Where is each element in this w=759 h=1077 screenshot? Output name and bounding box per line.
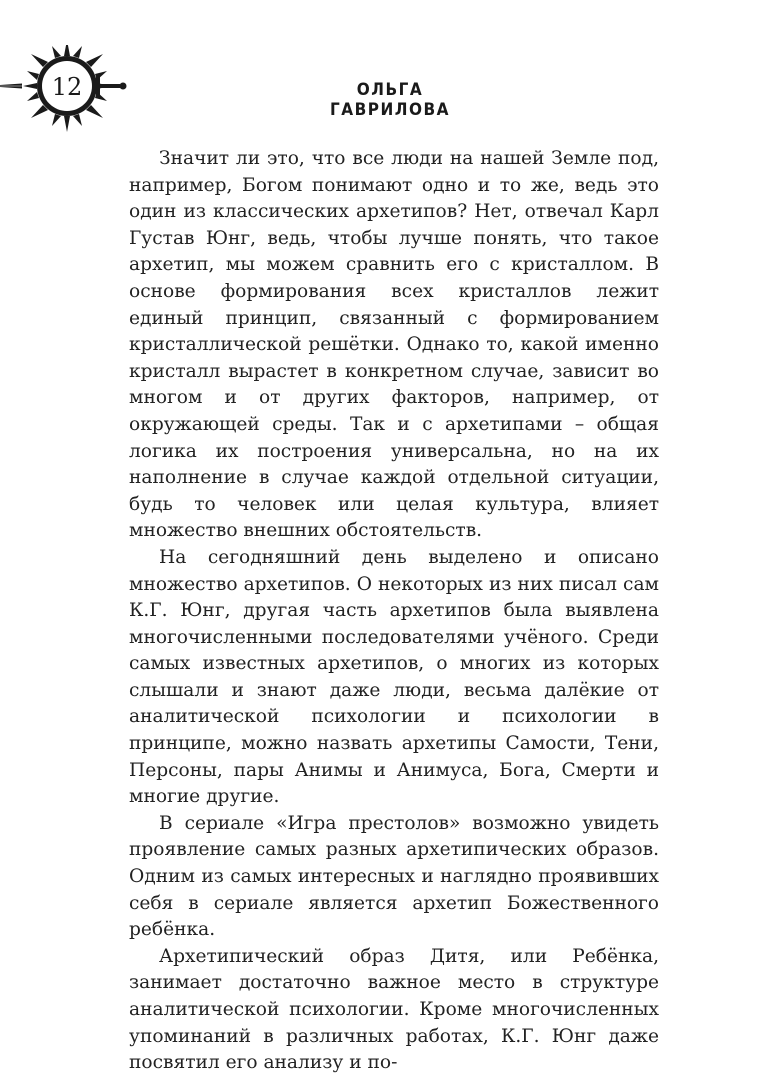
paragraph: На сегодняшний день выделено и описано множество архетипов. О некоторых из них писал сам К.Г. Юнг, другая часть архетипов была выявлена многочисленными последователями учёного. Среди самых известных архетипов, о многих из которых слышали и знают даже люди, весьма далёкие от аналитической психологии и психологии в принципе, можно назвать архетипы Самости, Тени, Персоны, пары Анимы и Анимуса, Бога, Смерти и многие другие. xyxy=(129,546,659,808)
page-number: 12 xyxy=(51,73,83,101)
paragraph: Архетипический образ Дитя, или Ребёнка, занимает достаточно важное место в структуре аналитической психологии. Кроме многочисленных упоминаний в различных работах, К.Г. Юнг даже посвятил его анализу и по- xyxy=(129,945,659,1074)
paragraph: В сериале «Игра престолов» возможно увидеть проявление самых разных архетипических образов. Одним из самых интересных и наглядно проявивших себя в сериале является архетип Божественного ребёнка. xyxy=(129,812,659,941)
paragraph: Значит ли это, что все люди на нашей Земле под, например, Богом понимают одно и то же, ведь это один из классических архетипов? Нет, отвечал Карл Густав Юнг, ведь, чтобы лучше понять, что такое архетип, мы можем сравнить его с кристаллом. В основе формирования всех кристаллов лежит единый принцип, связанный с формированием кристаллической решётки. Однако то, какой именно кристалл вырастет в конкретном случае, зависит во многом и от других факторов, например, от окружающей среды. Так и с архетипами – общая логика их построения универсальна, но на их наполнение в случае каждой отдельной ситуации, будь то человек или целая культура, влияет множество внешних обстоятельств. xyxy=(129,148,659,542)
page-header xyxy=(0,45,759,135)
running-header-author: ОЛЬГА ГАВРИЛОВА xyxy=(330,80,450,120)
text-body xyxy=(129,146,659,1077)
